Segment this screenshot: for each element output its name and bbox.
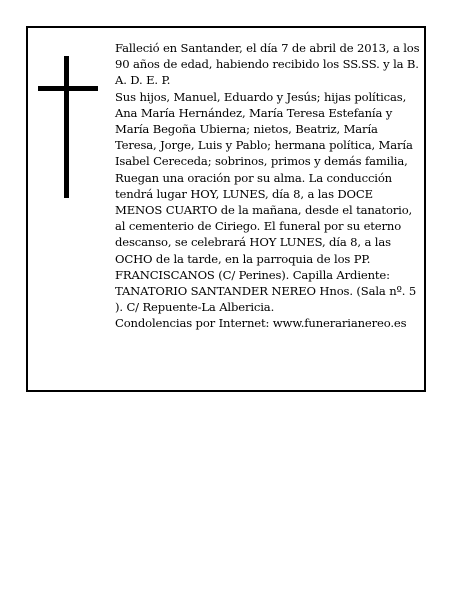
notice-text bbox=[115, 40, 421, 332]
obituary-notice bbox=[26, 26, 426, 392]
cross-vertical-bar bbox=[64, 56, 69, 198]
family-list: Sus hijos, Manuel, Eduardo y Jesús; hijas políticas, Ana María Hernández, María Teresa Estefanía y María Begoña Ubierna; nietos, Beatriz, María Teresa, Jorge, Luis y Pablo; hermana política, María Isabel Cereceda; sobrinos, primos y demás familia, bbox=[115, 89, 413, 169]
death-announcement: Falleció en Santander, el día 7 de abril de 2013, a los 90 años de edad, habiendo recibido los SS.SS. y la B. A. D. E. P. bbox=[115, 41, 420, 88]
latin-cross-icon bbox=[38, 56, 98, 198]
funeral-details: Ruegan una oración por su alma. La conducción tendrá lugar HOY, LUNES, día 8, a las DOCE MENOS CUARTO de la mañana, desde el tanatorio, al cementerio de Ciriego. El funeral por su eterno descanso, se celebrará HOY LUNES, día 8, a las OCHO de la tarde, en la parroquia de los PP. FRANCISCANOS (C/ Perines). Capilla Ardiente: TANATORIO SANTANDER NEREO Hnos. (Sala nº. 5 ). C/ Repuente-La Albericia. bbox=[115, 170, 417, 315]
online-condolences: Condolencias por Internet: www.funerarianereo.es bbox=[115, 316, 407, 331]
cross-horizontal-bar bbox=[38, 86, 98, 91]
